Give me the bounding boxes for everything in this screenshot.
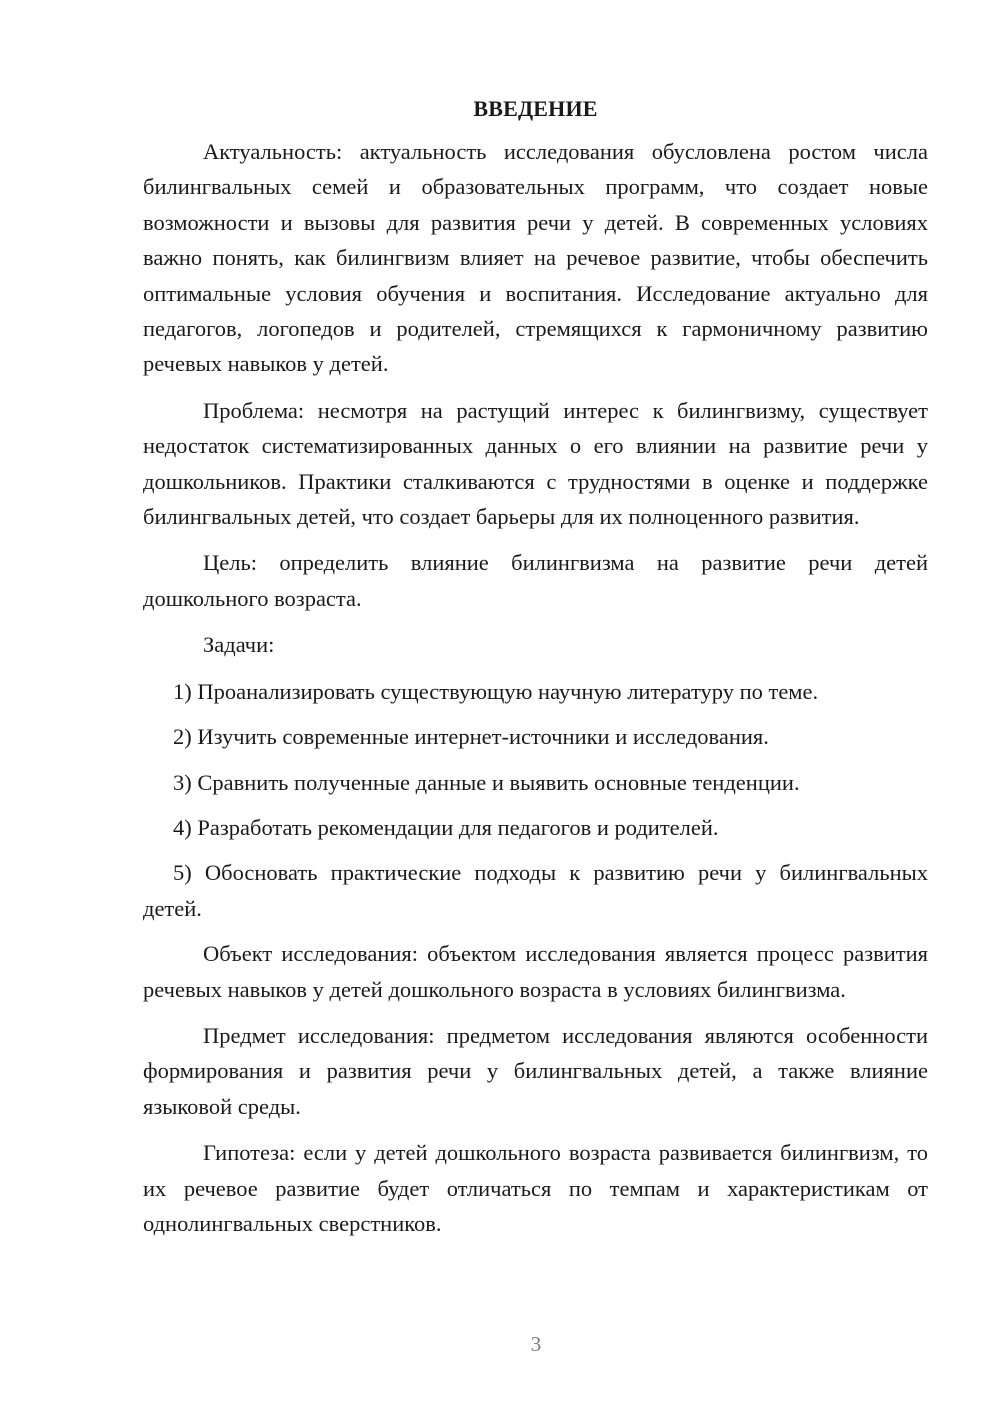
tasks-label: Задачи: <box>203 632 275 658</box>
document-page <box>143 92 928 1252</box>
task-item: 1) Проанализировать существующую научную литературу по теме. <box>173 678 819 704</box>
goal-paragraph: Цель: определить влияние билингвизма на развитие речи детей дошкольного возраста. <box>143 550 928 611</box>
task-item: 2) Изучить современные интернет-источники и исследования. <box>173 724 769 750</box>
page-number: 3 <box>530 1332 542 1356</box>
subject-paragraph: Предмет исследования: предметом исследования являются особенности формирования и развития речи у билингвальных детей, а также влияние языковой среды. <box>143 1022 928 1119</box>
relevance-paragraph: Актуальность: актуальность исследования обусловлена ростом числа билингвальных семей и образовательных программ, что создает новые возможности и вызовы для развития речи у детей. В современных условиях важно понять, как билингвизм влияет на речевое развитие, чтобы обеспечить оптимальные условия обучения и воспитания. Исследование актуально для педагогов, логопедов и родителей, стремящихся к гармоничному развитию речевых навыков у детей. <box>143 139 928 377</box>
task-item: 3) Сравнить полученные данные и выявить основные тенденции. <box>173 769 800 795</box>
section-heading: ВВЕДЕНИЕ <box>473 96 598 121</box>
object-paragraph: Объект исследования: объектом исследования является процесс развития речевых навыков у детей дошкольного возраста в условиях билингвизма. <box>143 941 928 1002</box>
hypothesis-paragraph: Гипотеза: если у детей дошкольного возраста развивается билингвизм, то их речевое развитие будет отличаться по темпам и характеристикам от однолингвальных сверстников. <box>143 1140 928 1236</box>
problem-paragraph: Проблема: несмотря на растущий интерес к билингвизму, существует недостаток систематизированных данных о его влиянии на развитие речи у дошкольников. Практики сталкиваются с трудностями в оценке и поддержке билингвальных детей, что создает барьеры для их полноценного развития. <box>143 397 928 530</box>
task-item: 5) Обосновать практические подходы к развитию речи у билингвальных детей. <box>143 860 928 921</box>
task-item: 4) Разработать рекомендации для педагогов и родителей. <box>173 814 719 840</box>
